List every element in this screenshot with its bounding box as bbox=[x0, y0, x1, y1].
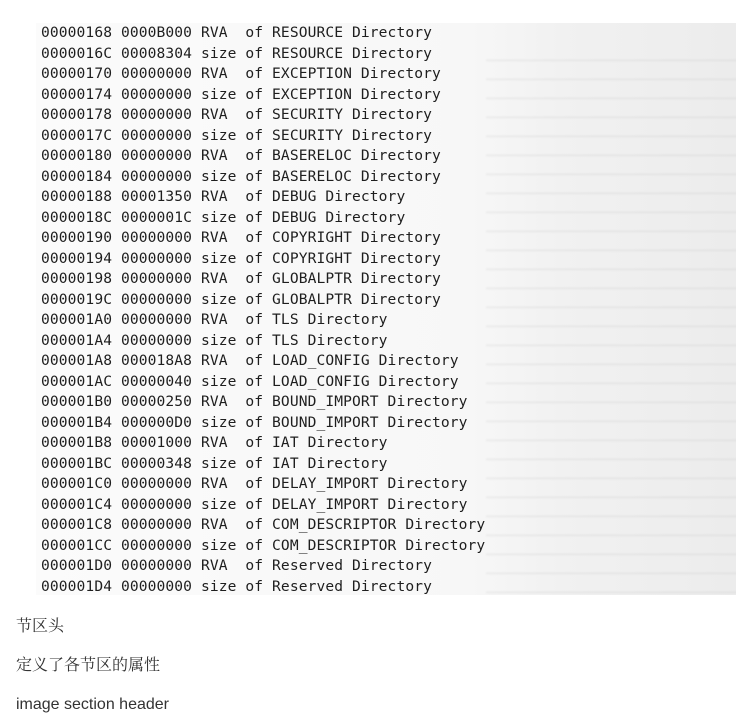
dump-line: 00000188 00001350 RVA of DEBUG Directory bbox=[41, 188, 406, 205]
dump-line: 000001AC 00000040 size of LOAD_CONFIG Directory bbox=[41, 372, 459, 390]
dump-line: 000001C0 00000000 RVA of DELAY_IMPORT Directory bbox=[41, 475, 468, 492]
dump-line: 00000168 0000B000 RVA of RESOURCE Directory bbox=[41, 24, 432, 41]
dump-line: 000001B0 00000250 RVA of BOUND_IMPORT Directory bbox=[41, 393, 468, 410]
dump-line: 00000198 00000000 RVA of GLOBALPTR Directory bbox=[41, 270, 441, 287]
hex-dump-listing bbox=[41, 23, 485, 595]
dump-line: 0000018C 0000001C size of DEBUG Directory bbox=[41, 208, 406, 226]
dump-line: 000001D0 00000000 RVA of Reserved Directory bbox=[41, 557, 432, 574]
dump-line: 00000178 00000000 RVA of SECURITY Directory bbox=[41, 106, 432, 123]
section-term: image section header bbox=[16, 696, 169, 713]
bleed-through-text bbox=[486, 43, 736, 595]
dump-line: 00000194 00000000 size of COPYRIGHT Directory bbox=[41, 249, 441, 267]
dump-line: 00000190 00000000 RVA of COPYRIGHT Directory bbox=[41, 229, 441, 246]
dump-line: 0000019C 00000000 size of GLOBALPTR Directory bbox=[41, 290, 441, 308]
dump-line: 00000180 00000000 RVA of BASERELOC Directory bbox=[41, 147, 441, 164]
dump-line: 000001B4 000000D0 size of BOUND_IMPORT Directory bbox=[41, 413, 468, 431]
dump-line: 00000174 00000000 size of EXCEPTION Directory bbox=[41, 85, 441, 103]
scanned-hex-dump-image bbox=[36, 23, 736, 595]
dump-line: 000001A8 000018A8 RVA of LOAD_CONFIG Directory bbox=[41, 352, 459, 369]
dump-line: 000001C8 00000000 RVA of COM_DESCRIPTOR Directory bbox=[41, 516, 486, 533]
dump-line: 000001A4 00000000 size of TLS Directory bbox=[41, 331, 388, 349]
dump-line: 00000184 00000000 size of BASERELOC Directory bbox=[41, 167, 441, 185]
section-heading: 节区头 bbox=[16, 618, 65, 635]
dump-line: 000001A0 00000000 RVA of TLS Directory bbox=[41, 311, 388, 328]
dump-line: 00000170 00000000 RVA of EXCEPTION Directory bbox=[41, 65, 441, 82]
dump-line: 000001BC 00000348 size of IAT Directory bbox=[41, 454, 388, 472]
dump-line: 000001D4 00000000 size of Reserved Directory bbox=[41, 577, 432, 595]
dump-line: 000001C4 00000000 size of DELAY_IMPORT Directory bbox=[41, 495, 468, 513]
dump-line: 000001CC 00000000 size of COM_DESCRIPTOR Directory bbox=[41, 536, 486, 554]
dump-line: 0000017C 00000000 size of SECURITY Directory bbox=[41, 126, 432, 144]
dump-line: 000001B8 00001000 RVA of IAT Directory bbox=[41, 434, 388, 451]
dump-line: 0000016C 00008304 size of RESOURCE Directory bbox=[41, 44, 432, 62]
section-description: 定义了各节区的属性 bbox=[16, 657, 161, 674]
